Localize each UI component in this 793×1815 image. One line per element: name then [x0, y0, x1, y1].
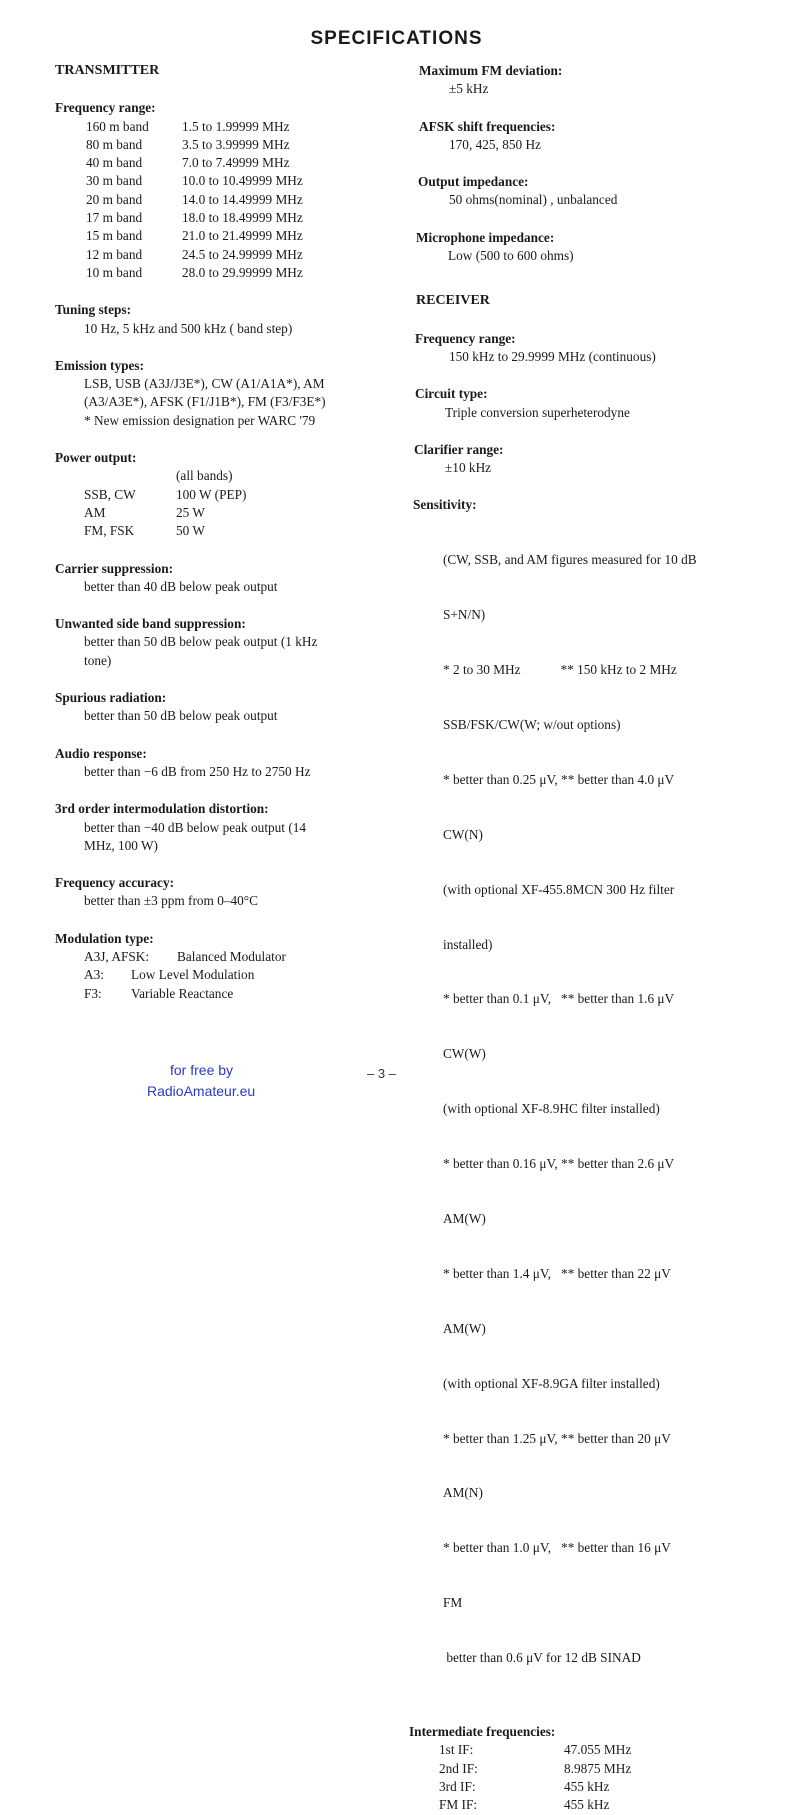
power-row: SSB, CW 100 W (PEP)	[84, 486, 247, 502]
sensitivity-block	[413, 515, 748, 1704]
if-table	[413, 1741, 748, 1814]
audio-response-label: Audio response:	[55, 745, 147, 761]
sensitivity-line: * 2 to 30 MHz ** 150 kHz to 2 MHz	[443, 662, 677, 678]
tuning-steps-label: Tuning steps:	[55, 302, 132, 318]
spurious-radiation-value: better than 50 dB below peak output	[84, 708, 278, 724]
tuning-steps-value: 10 Hz, 5 kHz and 500 kHz ( band step)	[84, 320, 293, 336]
band-row: 80 m band 3.5 to 3.99999 MHz	[86, 136, 290, 152]
sensitivity-line: (with optional XF-8.9GA filter installed)	[443, 1375, 660, 1391]
modulation-row: A3: Low Level Modulation	[84, 967, 255, 983]
afsk-shift-label: AFSK shift frequencies:	[419, 118, 556, 134]
frequency-accuracy-value: better than ±3 ppm from 0–40°C	[84, 893, 258, 909]
band-row: 17 m band 18.0 to 18.49999 MHz	[86, 210, 303, 226]
unwanted-sideband-line: better than 50 dB below peak output (1 kHz	[84, 634, 318, 650]
band-row: 10 m band 28.0 to 29.99999 MHz	[86, 264, 303, 280]
frequency-accuracy-label: Frequency accuracy:	[55, 875, 175, 891]
sensitivity-line: AM(W)	[443, 1320, 486, 1336]
page-number: – 3 –	[367, 1066, 396, 1081]
band-row: 12 m band 24.5 to 24.99999 MHz	[86, 246, 303, 262]
emission-types-label: Emission types:	[55, 357, 145, 373]
fm-deviation-value: ±5 kHz	[449, 81, 489, 97]
sensitivity-label: Sensitivity:	[413, 497, 477, 513]
imd-label: 3rd order intermodulation distortion:	[55, 801, 269, 817]
intermediate-frequencies-label: Intermediate frequencies:	[409, 1724, 556, 1740]
circuit-type-value: Triple conversion superheterodyne	[445, 404, 630, 420]
sensitivity-line: SSB/FSK/CW(W; w/out options)	[443, 717, 621, 733]
output-impedance-label: Output impedance:	[418, 174, 529, 190]
circuit-type-label: Circuit type:	[415, 386, 488, 402]
band-row: 160 m band 1.5 to 1.99999 MHz	[86, 118, 290, 134]
sensitivity-line: CW(N)	[443, 826, 483, 842]
fm-deviation-label: Maximum FM deviation:	[419, 63, 563, 78]
microphone-impedance-label: Microphone impedance:	[416, 229, 555, 245]
sensitivity-line: installed)	[443, 936, 493, 952]
power-table	[55, 467, 390, 540]
emission-line: * New emission designation per WARC '79	[84, 412, 316, 428]
sensitivity-line: AM(N)	[443, 1485, 483, 1501]
sensitivity-line: (with optional XF-455.8MCN 300 Hz filter	[443, 881, 675, 897]
sensitivity-line: * better than 1.4 μV, ** better than 22 μV	[443, 1265, 671, 1281]
emission-line: (A3/A3E*), AFSK (F1/J1B*), FM (F3/F3E*)	[84, 394, 326, 410]
output-impedance-value: 50 ohms(nominal) , unbalanced	[449, 192, 618, 208]
footer-site-link[interactable]: RadioAmateur.eu	[147, 1083, 256, 1099]
power-subhead: (all bands)	[176, 468, 233, 484]
band-row: 30 m band 10.0 to 10.49999 MHz	[86, 173, 303, 189]
rx-freq-range-value: 150 kHz to 29.9999 MHz (continuous)	[449, 348, 656, 364]
sensitivity-line: * better than 1.25 μV, ** better than 20 μV	[443, 1430, 671, 1446]
microphone-impedance-value: Low (500 to 600 ohms)	[448, 248, 574, 264]
afsk-shift-value: 170, 425, 850 Hz	[449, 136, 541, 152]
unwanted-sideband-label: Unwanted side band suppression:	[55, 616, 246, 632]
power-row: FM, FSK 50 W	[84, 523, 205, 539]
transmitter-heading: TRANSMITTER	[55, 63, 160, 78]
carrier-suppression-value: better than 40 dB below peak output	[84, 578, 278, 594]
clarifier-range-value: ±10 kHz	[445, 460, 492, 476]
rx-freq-range-label: Frequency range:	[415, 330, 516, 346]
sensitivity-line: * better than 0.25 μV, ** better than 4.0 μV	[443, 771, 675, 787]
sensitivity-line: better than 0.6 μV for 12 dB SINAD	[443, 1650, 641, 1666]
band-row: 20 m band 14.0 to 14.49999 MHz	[86, 191, 303, 207]
band-row: 40 m band 7.0 to 7.49999 MHz	[86, 155, 290, 171]
if-row: 2nd IF: 8.9875 MHz	[439, 1760, 632, 1776]
band-row: 15 m band 21.0 to 21.49999 MHz	[86, 228, 303, 244]
tx-freq-range-label: Frequency range:	[55, 100, 156, 116]
spurious-radiation-label: Spurious radiation:	[55, 690, 167, 706]
receiver-heading: RECEIVER	[416, 293, 490, 309]
audio-response-value: better than −6 dB from 250 Hz to 2750 Hz	[84, 763, 311, 779]
sensitivity-line: AM(W)	[443, 1211, 486, 1227]
imd-line: MHz, 100 W)	[84, 837, 158, 853]
sensitivity-line: * better than 0.16 μV, ** better than 2.6 μV	[443, 1156, 675, 1172]
power-row: AM 25 W	[84, 504, 205, 520]
carrier-suppression-label: Carrier suppression:	[55, 560, 174, 576]
power-output-label: Power output:	[55, 450, 137, 466]
right-column	[409, 62, 748, 1815]
sensitivity-line: (CW, SSB, and AM figures measured for 10 dB	[443, 552, 697, 568]
modulation-row: F3: Variable Reactance	[84, 985, 234, 1001]
footer-credit: for free by	[170, 1062, 234, 1078]
sensitivity-line: FM	[443, 1595, 463, 1611]
sensitivity-line: * better than 1.0 μV, ** better than 16 μV	[443, 1540, 671, 1556]
unwanted-sideband-line: tone)	[84, 652, 112, 668]
modulation-row: A3J, AFSK: Balanced Modulator	[84, 948, 286, 964]
imd-line: better than −40 dB below peak output (14	[84, 819, 307, 835]
emission-line: LSB, USB (A3J/J3E*), CW (A1/A1A*), AM	[84, 376, 325, 392]
modulation-type-label: Modulation type:	[55, 930, 154, 946]
tx-band-table	[55, 118, 390, 283]
sensitivity-line: (with optional XF-8.9HC filter installed)	[443, 1101, 660, 1117]
page-title: SPECIFICATIONS	[310, 28, 483, 49]
clarifier-range-label: Clarifier range:	[414, 441, 504, 457]
sensitivity-line: S+N/N)	[443, 607, 486, 623]
if-row: FM IF: 455 kHz	[439, 1797, 610, 1813]
sensitivity-line: * better than 0.1 μV, ** better than 1.6 μV	[443, 991, 675, 1007]
transmitter-column	[55, 62, 390, 1003]
if-row: 3rd IF: 455 kHz	[439, 1778, 610, 1794]
sensitivity-line: CW(W)	[443, 1046, 486, 1062]
modulation-table	[55, 948, 390, 1003]
if-row: 1st IF: 47.055 MHz	[439, 1742, 632, 1758]
